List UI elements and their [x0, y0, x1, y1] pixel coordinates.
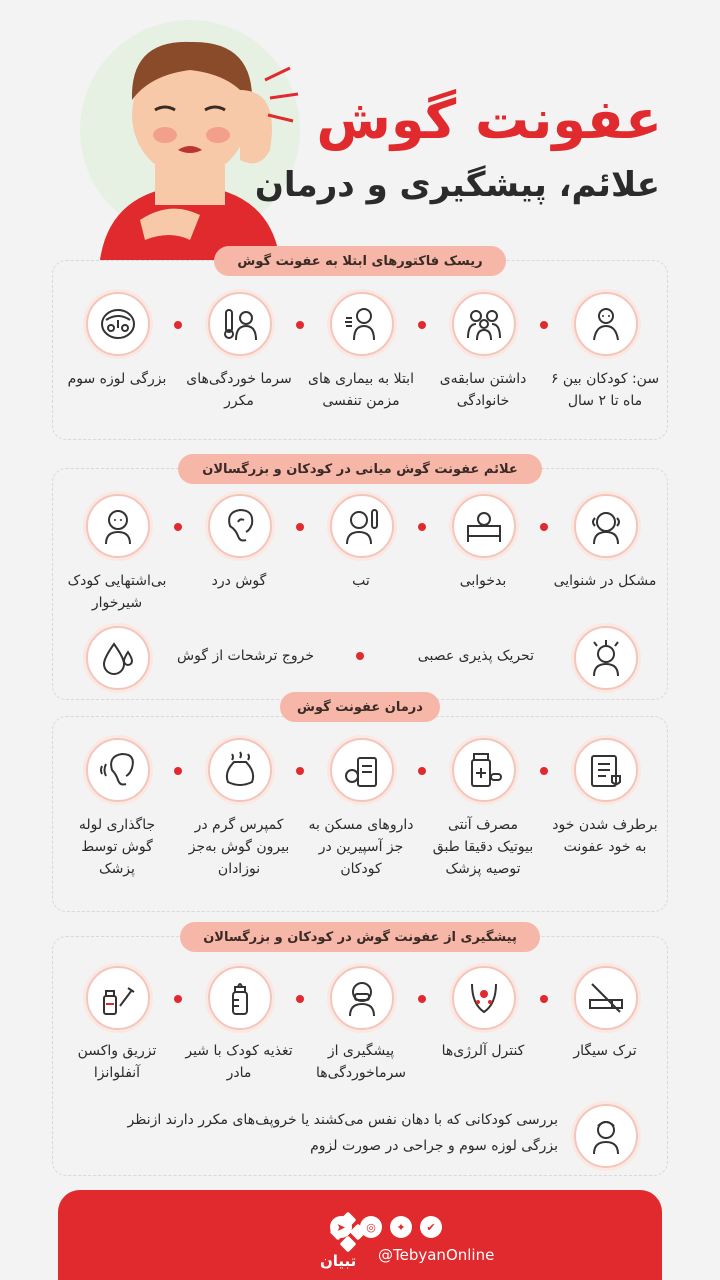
- treatment-label: جاگذاری لوله گوش توسط پزشک: [78, 817, 156, 877]
- family-icon: [452, 292, 516, 356]
- page-title: عفونت گوش: [316, 88, 662, 151]
- tonsil-icon: [86, 292, 150, 356]
- separator-dot: [296, 767, 304, 775]
- separator-dot: [174, 995, 182, 1003]
- treatment-label: برطرف شدن خود به خود عفونت: [552, 817, 658, 855]
- treatment-label: داروهای مسکن به جز آسپیرین در کودکان: [308, 817, 414, 877]
- treatment-label: کمپرس گرم در بیرون گوش به‌جز نوزادان: [188, 817, 290, 877]
- footer-handle[interactable]: @TebyanOnline: [378, 1246, 495, 1264]
- symptom-label: خروج ترشحات از گوش: [177, 648, 314, 664]
- prevention-note-line1: بررسی کودکانی که با دهان نفس می‌کشند یا خروپف‌های مکرر دارند ازنظر: [127, 1112, 558, 1128]
- separator-dot: [418, 523, 426, 531]
- symptom-label: بدخوابی: [459, 573, 507, 589]
- pills-icon: [330, 738, 394, 802]
- separator-dot: [174, 523, 182, 531]
- symptom-label: گوش درد: [211, 573, 267, 589]
- prevention-label: تغذیه کودک با شیر مادر: [185, 1043, 293, 1081]
- risk-label: بزرگی لوزه سوم: [67, 371, 167, 387]
- baby-icon: [574, 292, 638, 356]
- separator-dot: [418, 995, 426, 1003]
- prevention-label: کنترل آلرژی‌ها: [441, 1043, 525, 1059]
- ear-tube-icon: [86, 738, 150, 802]
- prevention-section-title: پیشگیری از عفونت گوش در کودکان و بزرگسالان: [180, 922, 540, 952]
- irritability-icon: [574, 626, 638, 690]
- mask-icon: [330, 966, 394, 1030]
- baby-bottle-icon: [208, 966, 272, 1030]
- separator-dot: [174, 321, 182, 329]
- child-icon: [574, 1104, 638, 1168]
- allergy-icon: [452, 966, 516, 1030]
- medical-report-icon: [574, 738, 638, 802]
- risk-label: ابتلا به بیماری های مزمن تنفسی: [308, 371, 414, 409]
- twitter-icon[interactable]: ✦: [390, 1216, 412, 1238]
- fever-icon: [330, 494, 394, 558]
- separator-dot: [296, 995, 304, 1003]
- page-subtitle: علائم، پیشگیری و درمان: [254, 165, 660, 205]
- separator-dot: [174, 767, 182, 775]
- risk-label: داشتن سابقه‌ی خانوادگی: [439, 371, 527, 409]
- insomnia-icon: [452, 494, 516, 558]
- symptom-label: تب: [352, 573, 370, 589]
- sick-boy-illustration: [70, 20, 310, 260]
- separator-dot: [356, 652, 364, 660]
- symptom-label: بی‌اشتهایی کودک شیرخوار: [67, 573, 167, 611]
- aparat-icon[interactable]: ✔: [420, 1216, 442, 1238]
- risk-label: سن: کودکان بین ۶ ماه تا ۲ سال: [550, 371, 660, 409]
- prevention-label: تزریق واکسن آنفلوانزا: [77, 1043, 157, 1081]
- infant-icon: [86, 494, 150, 558]
- separator-dot: [540, 321, 548, 329]
- footer-brand: تبیان: [320, 1252, 357, 1270]
- footer-bar: [58, 1190, 662, 1280]
- risk-label: سرما خوردگی‌های مکرر: [186, 371, 292, 409]
- telegram-icon[interactable]: ➤: [330, 1216, 352, 1238]
- vaccine-icon: [86, 966, 150, 1030]
- treatment-section-title: درمان عفونت گوش: [280, 692, 440, 722]
- instagram-icon[interactable]: ◎: [360, 1216, 382, 1238]
- separator-dot: [540, 523, 548, 531]
- prevention-label: پیشگیری از سرماخوردگی‌ها: [315, 1043, 407, 1081]
- antibiotic-icon: [452, 738, 516, 802]
- separator-dot: [540, 767, 548, 775]
- prevention-label: ترک سیگار: [573, 1043, 637, 1059]
- drop-icon: [86, 626, 150, 690]
- no-smoking-icon: [574, 966, 638, 1030]
- risk-section-title: ریسک فاکتورهای ابتلا به عفونت گوش: [214, 246, 506, 276]
- hearing-problem-icon: [574, 494, 638, 558]
- cough-icon: [330, 292, 394, 356]
- ear-icon: [208, 494, 272, 558]
- symptom-label: تحریک پذیری عصبی: [417, 648, 534, 664]
- symptom-label: مشکل در شنوایی: [553, 573, 657, 589]
- thermometer-cold-icon: [208, 292, 272, 356]
- separator-dot: [418, 767, 426, 775]
- separator-dot: [296, 321, 304, 329]
- prevention-note-line2: بزرگی لوزه سوم و جراحی در صورت لزوم: [310, 1138, 558, 1154]
- separator-dot: [540, 995, 548, 1003]
- treatment-label: مصرف آنتی بیوتیک دقیقا طبق توصیه پزشک: [432, 817, 534, 877]
- separator-dot: [418, 321, 426, 329]
- symptoms-section-title: علائم عفونت گوش میانی در کودکان و بزرگسالان: [178, 454, 542, 484]
- warm-compress-icon: [208, 738, 272, 802]
- separator-dot: [296, 523, 304, 531]
